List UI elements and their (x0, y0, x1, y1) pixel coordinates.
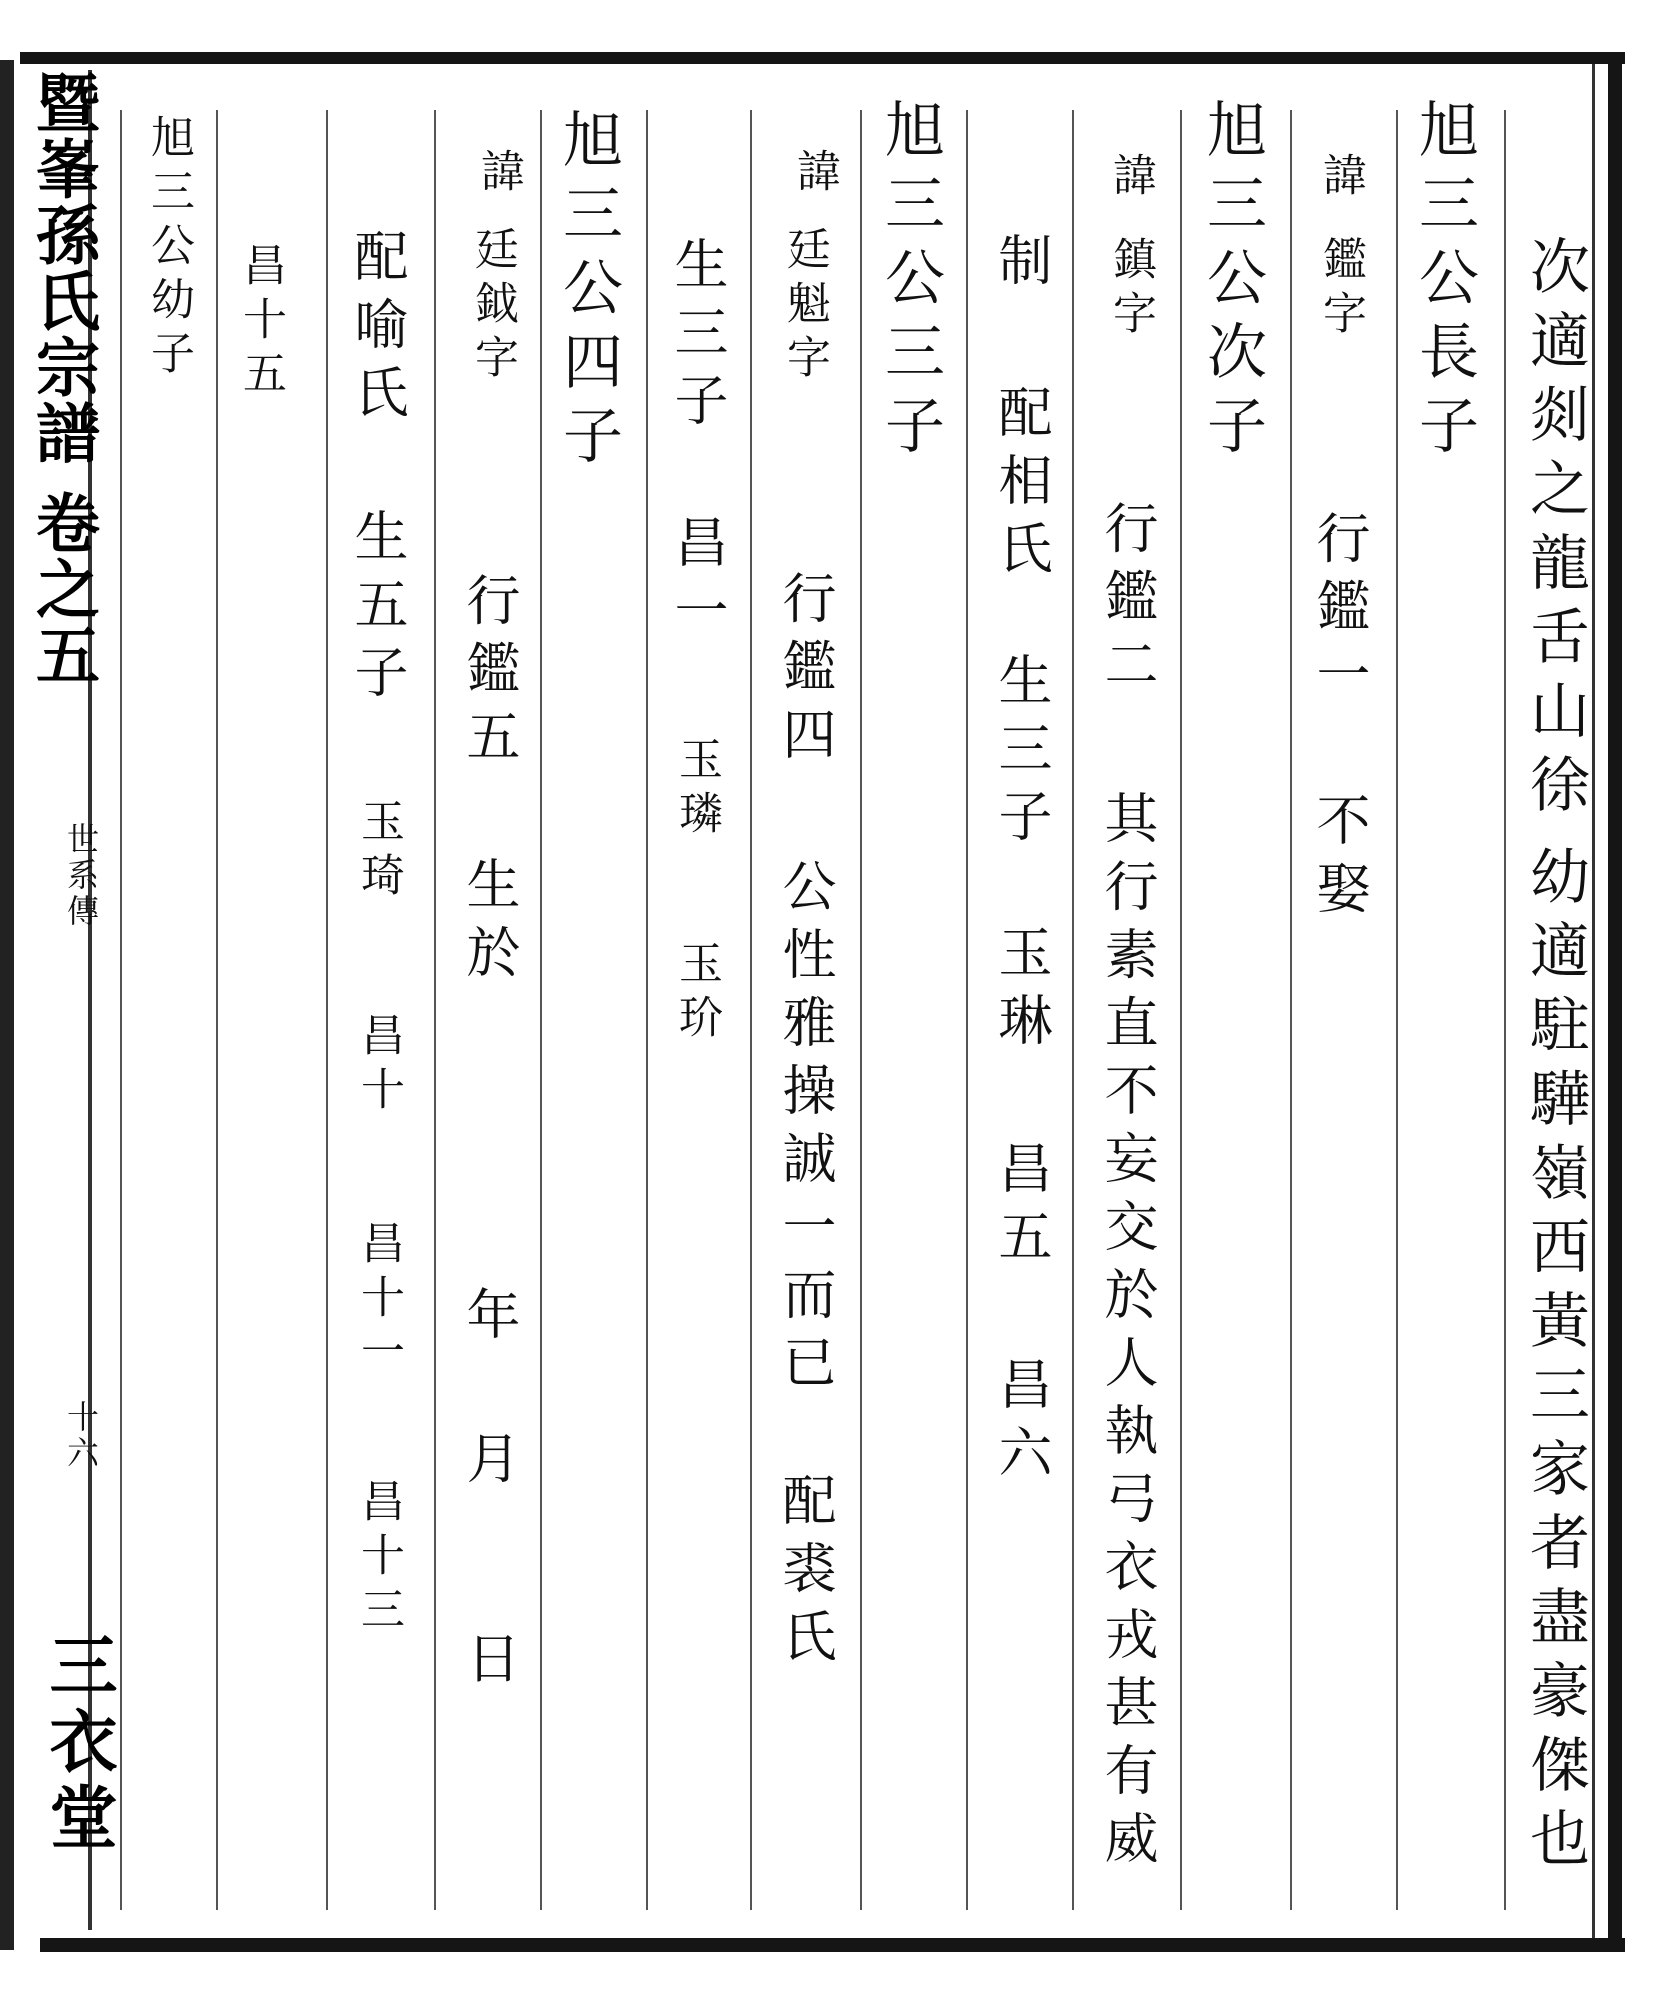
page-number: 十六 (62, 1400, 100, 1472)
birth-day: 日 (458, 1630, 521, 1698)
text-column-1a: 次適剡之龍舌山徐 (1520, 235, 1590, 827)
column-rule (326, 110, 328, 1910)
spouse-entry: 配相氏 (990, 384, 1053, 588)
taboo-name-label: 諱 (1105, 152, 1156, 206)
birth-entry: 生於 (458, 856, 521, 992)
frame-left-edge (0, 60, 14, 1950)
column-rule (540, 110, 542, 1910)
child-name: 昌五 (990, 1140, 1053, 1276)
child-name: 玉璘 (671, 736, 722, 844)
frame-top-border (20, 52, 1625, 64)
heading-youngest-son: 旭三公幼子 (143, 114, 194, 384)
heading-eldest-son: 旭三公長子 (1409, 98, 1479, 468)
taboo-name-label: 諱 (473, 148, 524, 202)
frame-right-border (1608, 52, 1622, 1952)
column-rule (646, 110, 648, 1910)
column-rule (1290, 110, 1292, 1910)
spouse-entry: 配裘氏 (774, 1472, 837, 1676)
biography-text: 公性雅操誠一而已 (774, 858, 837, 1402)
child-name: 玉琦 (353, 798, 404, 906)
birth-year: 年 (458, 1286, 521, 1354)
taboo-name-label: 諱 (789, 148, 840, 202)
children-count: 生五子 (346, 508, 409, 712)
column-rule (1072, 110, 1074, 1910)
book-title-text: 暨峯孫氏宗譜 (25, 70, 100, 466)
rank-entry: 行鑑四 (774, 570, 837, 774)
birth-month: 月 (458, 1430, 521, 1498)
child-name: 玉琳 (990, 924, 1053, 1060)
section-label: 世系傳 (62, 822, 100, 930)
spouse-entry: 配喻氏 (346, 228, 409, 432)
child-name: 昌六 (990, 1356, 1053, 1492)
heading-third-son: 旭三公三子 (875, 98, 945, 468)
column-rule (1180, 110, 1182, 1910)
note-entry: 不娶 (1308, 792, 1371, 928)
biography-continuation: 制 (990, 232, 1053, 300)
name-entry: 鎮字 (1105, 236, 1156, 344)
taboo-name-label: 諱 (1315, 152, 1366, 206)
biography-text: 其行素直不妄交於人執弓衣戎甚有威 (1096, 790, 1159, 1878)
column-rule (966, 110, 968, 1910)
name-entry: 廷鉞字 (467, 226, 518, 388)
column-rule (1504, 110, 1506, 1910)
hall-name: 三衣堂 (38, 1630, 118, 1858)
heading-fourth-son: 旭三公四子 (553, 108, 623, 478)
child-name: 昌一 (666, 514, 729, 650)
text-column-1b: 幼適駐驊嶺西黃三家者盡豪傑也 (1520, 845, 1590, 1881)
volume-label: 卷之五 (25, 490, 100, 688)
child-name: 昌十五 (235, 242, 286, 404)
frame-inner-rule (1592, 64, 1595, 1938)
rank-entry: 行鑑一 (1308, 510, 1371, 714)
heading-second-son: 旭三公次子 (1197, 98, 1267, 468)
child-name: 昌十 (353, 1012, 404, 1120)
rank-entry: 行鑑五 (458, 572, 521, 776)
column-rule (750, 110, 752, 1910)
children-count: 生三子 (990, 652, 1053, 856)
column-rule (860, 110, 862, 1910)
column-rule (216, 110, 218, 1910)
child-name: 玉玠 (671, 940, 722, 1048)
frame-bottom-border (40, 1938, 1625, 1952)
rank-entry: 行鑑二 (1096, 500, 1159, 704)
children-count: 生三子 (666, 236, 729, 440)
name-entry: 鑑字 (1315, 236, 1366, 344)
column-rule (434, 110, 436, 1910)
name-entry: 廷魁字 (779, 226, 830, 388)
child-name: 昌十一 (353, 1220, 404, 1382)
column-rule (1396, 110, 1398, 1910)
child-name: 昌十三 (353, 1478, 404, 1640)
